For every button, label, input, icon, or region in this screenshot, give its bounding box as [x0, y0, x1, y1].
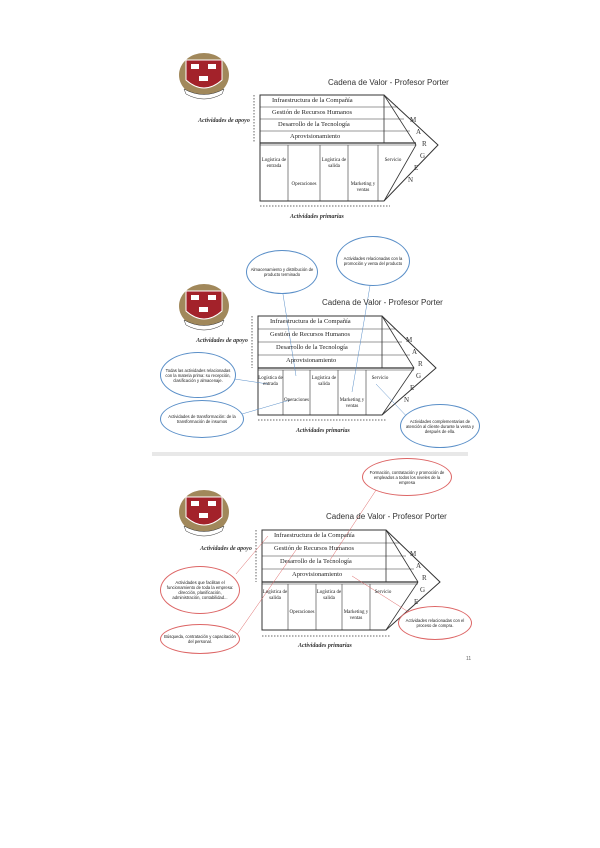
panel2-aprovisionamiento: Aprovisionamiento — [286, 357, 337, 364]
panel2-margen-g: G — [416, 372, 422, 380]
panel1-margen-e: E — [414, 164, 419, 172]
panel3-marketing: Marketing y ventas — [343, 610, 369, 621]
bubble-rrhh: Búsqueda, contratación y capacitación del personal. — [160, 624, 240, 654]
bubble-formacion: Formación, contratación y promoción de empleados a todos los niveles de la empresa — [362, 458, 452, 496]
panel1-servicio: Servicio — [384, 158, 402, 163]
panel3-margen-g: G — [420, 586, 426, 594]
panel1-title: Cadena de Valor - Profesor Porter — [328, 78, 449, 87]
harvard-crest-2 — [179, 284, 229, 330]
panel1-apoyo-label: Actividades de apoyo — [198, 118, 250, 124]
panel1-rrhh: Gestión de Recursos Humanos — [272, 109, 352, 116]
panel2-infraestructura: Infraestructura de la Compañía — [270, 318, 351, 325]
panel1-margen-r: R — [422, 140, 427, 148]
panel2-margen-r: R — [418, 360, 423, 368]
panel1-primarias-label: Actividades primarias — [290, 214, 344, 220]
panel3-apoyo-label: Actividades de apoyo — [200, 546, 252, 552]
bubble-materia-prima: Todas las actividades relacionadas con la materia prima: su recepción, clasificación y almacenaje. — [160, 352, 236, 398]
panel3-primarias-label: Actividades primarias — [298, 643, 352, 649]
panel3-rrhh: Gestión de Recursos Humanos — [274, 545, 354, 552]
panel1-infraestructura: Infraestructura de la Compañía — [272, 97, 353, 104]
panel3-tecnologia: Desarrollo de la Tecnología — [280, 558, 352, 565]
panel3-logistica-salida: Logística de salida — [316, 590, 342, 601]
bubble-infraestructura: Actividades que facilitan el funcionamiento de toda la empresa: dirección, planificación, administración, contabilidad... — [160, 566, 240, 614]
harvard-crest-3 — [179, 490, 229, 536]
panel1-logistica-entrada: Logística de entrada — [261, 158, 287, 169]
panel1-margen-g: G — [420, 152, 426, 160]
panel1-margen-a: A — [416, 128, 422, 136]
panel3-aprovisionamiento: Aprovisionamiento — [292, 571, 343, 578]
bubble-almacenamiento: Almacenamiento y distribución de producto terminado — [246, 250, 318, 294]
bubble-compra: Actividades relacionadas con el proceso de compra. — [398, 606, 472, 640]
panel3-margen-m: M — [410, 550, 417, 558]
panel1-tecnologia: Desarrollo de la Tecnología — [278, 121, 350, 128]
panel3-margen-r: R — [422, 574, 427, 582]
panel2-logistica-salida: Logística de salida — [311, 376, 337, 387]
page-number: 11 — [466, 656, 472, 662]
panel1-margen-n: N — [408, 176, 414, 184]
panel3-margen-a: A — [416, 562, 422, 570]
panel2-title: Cadena de Valor - Profesor Porter — [322, 298, 443, 307]
panel3-operaciones: Operaciones — [289, 610, 315, 615]
panel3-servicio: Servicio — [374, 590, 392, 595]
panel2-tecnologia: Desarrollo de la Tecnología — [276, 344, 348, 351]
panel2-margen-a: A — [412, 348, 418, 356]
panel3-infraestructura: Infraestructura de la Compañía — [274, 532, 355, 539]
panel2-apoyo-label: Actividades de apoyo — [196, 338, 248, 344]
panel2-logistica-entrada: Logística de entrada — [258, 376, 283, 387]
panel2-servicio: Servicio — [371, 376, 389, 381]
harvard-crest-1 — [179, 53, 229, 99]
panel3-title: Cadena de Valor - Profesor Porter — [326, 512, 447, 521]
panel2-margen-n: N — [404, 396, 410, 404]
panel2-operaciones: Operaciones — [284, 398, 309, 403]
panel1-margen-m: M — [410, 116, 417, 124]
bubble-transformacion: Actividades de transformación: de la transformación de insumos — [160, 400, 244, 438]
panel2-rrhh: Gestión de Recursos Humanos — [270, 331, 350, 338]
panel2-margen-e: E — [410, 384, 415, 392]
panel3-logistica-entrada: Logística de salida — [262, 590, 288, 601]
panel2-margen-m: M — [406, 336, 413, 344]
panel3-margen-e: E — [414, 598, 419, 606]
panel2-marketing: Marketing y ventas — [339, 398, 365, 409]
panel1-aprovisionamiento: Aprovisionamiento — [290, 133, 341, 140]
bubble-atencion-cliente: Actividades complementarias de atención al cliente durante la venta y después de ella. — [400, 404, 480, 448]
panel2-primarias-label: Actividades primarias — [296, 428, 350, 434]
panel1-marketing: Marketing y ventas — [350, 182, 376, 193]
panel1-operaciones: Operaciones — [291, 182, 317, 187]
bubble-promocion-venta: Actividades relacionadas con la promoción y venta del producto — [336, 236, 410, 286]
panel1-logistica-salida: Logística de salida — [321, 158, 347, 169]
